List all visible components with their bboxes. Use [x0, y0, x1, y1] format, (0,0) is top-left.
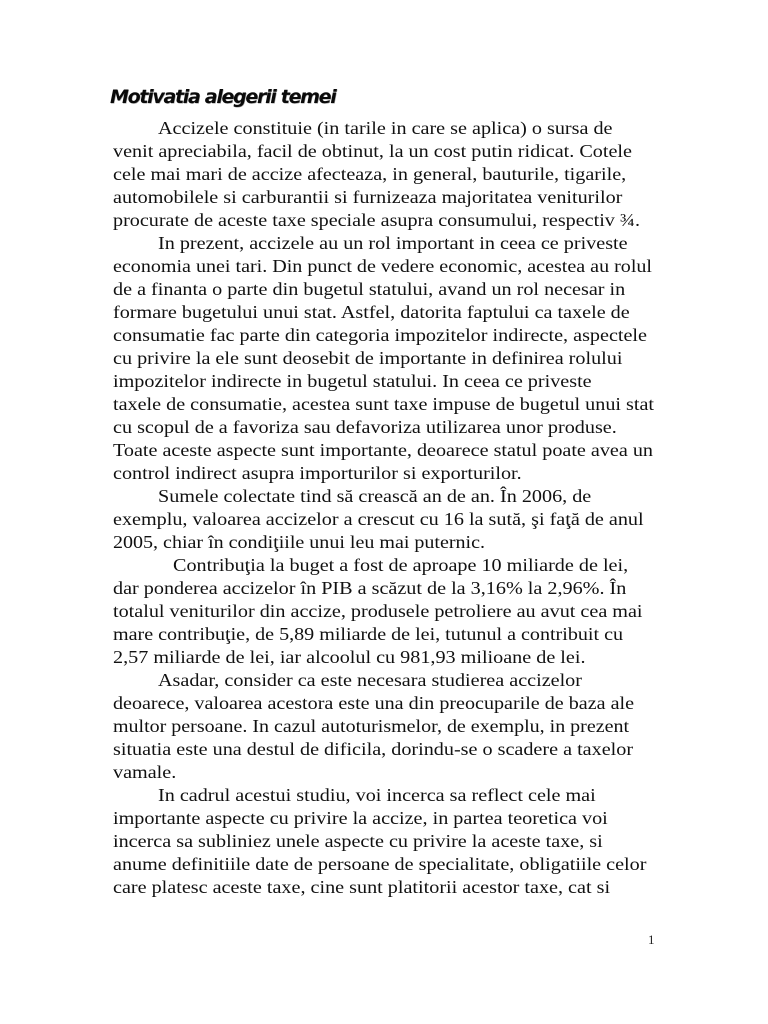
- text-line: exemplu, valoarea accizelor a crescut cu 16 la sută, şi faţă de anul: [113, 509, 644, 529]
- text-line: taxele de consumatie, acestea sunt taxe impuse de bugetul unui stat: [113, 394, 655, 414]
- text-line: anume definitiile date de persoane de specialitate, obligatiile celor: [113, 854, 647, 874]
- text-line: importante aspecte cu privire la accize, in partea teoretica voi: [113, 808, 608, 828]
- text-line: 2005, chiar în condiţiile unui leu mai puternic.: [113, 532, 486, 552]
- text-line: impozitelor indirecte in bugetul statului. In ceea ce priveste: [113, 371, 592, 391]
- text-line: control indirect asupra importurilor si exporturilor.: [113, 463, 522, 483]
- text-line: dar ponderea accizelor în PIB a scăzut de la 3,16% la 2,96%. În: [113, 578, 627, 598]
- text-line: cu scopul de a favoriza sau defavoriza utilizarea unor produse.: [113, 417, 617, 437]
- text-line: In cadrul acestui studiu, voi incerca sa reflect cele mai: [158, 785, 596, 805]
- text-line: Sumele colectate tind să crească an de an. În 2006, de: [158, 486, 592, 506]
- text-line: Contribuţia la buget a fost de aproape 10 miliarde de lei,: [173, 555, 629, 575]
- text-line: incerca sa subliniez unele aspecte cu privire la aceste taxe, si: [113, 831, 603, 851]
- text-line: cu privire la ele sunt deosebit de importante in definirea rolului: [113, 348, 623, 368]
- text-line: economia unei tari. Din punct de vedere economic, acestea au rolul: [113, 256, 652, 276]
- text-line: situatia este una destul de dificila, dorindu-se o scadere a taxelor: [113, 739, 634, 759]
- section-heading: Motivatia alegerii temei: [110, 86, 336, 108]
- text-line: multor persoane. In cazul autoturismelor, de exemplu, in prezent: [113, 716, 630, 736]
- page-number: 1: [648, 932, 655, 947]
- text-line: de a finanta o parte din bugetul statului, avand un rol necesar in: [113, 279, 626, 299]
- text-line: Toate aceste aspecte sunt importante, deoarece statul poate avea un: [113, 440, 653, 460]
- text-line: mare contribuţie, de 5,89 miliarde de lei, tutunul a contribuit cu: [113, 624, 624, 644]
- text-line: venit apreciabila, facil de obtinut, la un cost putin ridicat. Cotele: [113, 141, 632, 161]
- text-line: Asadar, consider ca este necesara studierea accizelor: [158, 670, 582, 690]
- text-line: procurate de aceste taxe speciale asupra consumului, respectiv ¾.: [113, 210, 641, 230]
- text-line: Accizele constituie (in tarile in care se aplica) o sursa de: [158, 118, 613, 138]
- text-line: In prezent, accizele au un rol important in ceea ce priveste: [158, 233, 628, 253]
- text-line: care platesc aceste taxe, cine sunt platitorii acestor taxe, cat si: [113, 877, 611, 897]
- text-line: automobilele si carburantii si furnizeaza majoritatea veniturilor: [113, 187, 623, 207]
- text-line: formare bugetului unui stat. Astfel, datorita faptului ca taxele de: [113, 302, 630, 322]
- text-line: vamale.: [113, 762, 177, 782]
- text-line: deoarece, valoarea acestora este una din preocuparile de baza ale: [113, 693, 634, 713]
- text-line: cele mai mari de accize afecteaza, in general, bauturile, tigarile,: [113, 164, 627, 184]
- text-line: 2,57 miliarde de lei, iar alcoolul cu 981,93 milioane de lei.: [113, 647, 586, 667]
- text-line: consumatie fac parte din categoria impozitelor indirecte, aspectele: [113, 325, 647, 345]
- text-line: totalul veniturilor din accize, produsele petroliere au avut cea mai: [113, 601, 643, 621]
